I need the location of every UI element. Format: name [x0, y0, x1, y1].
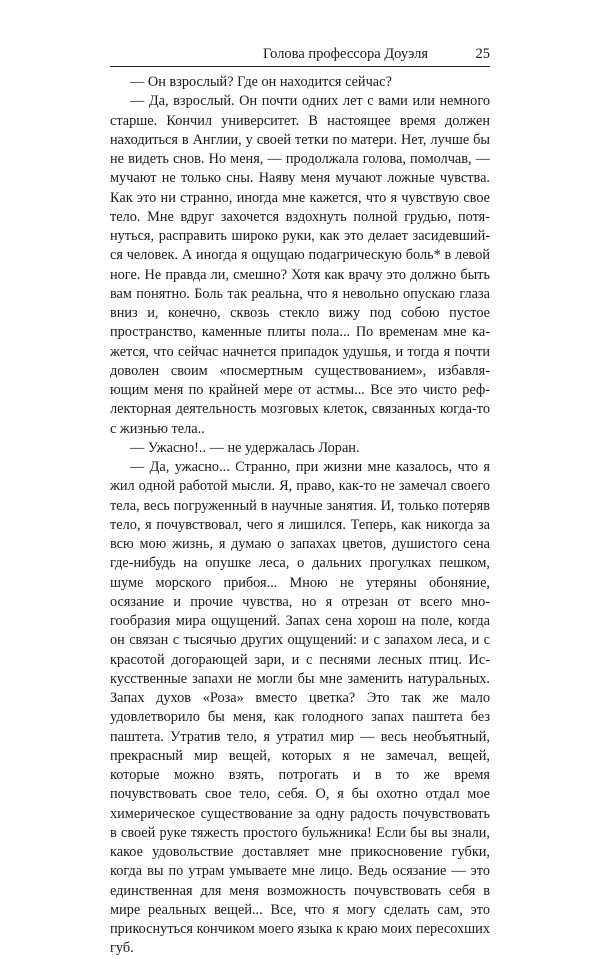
- body-text: [110, 73, 490, 959]
- paragraph-question: — Он взрослый? Где он находится сейчас?: [130, 74, 392, 90]
- running-head: [110, 44, 490, 64]
- paragraph-head-monologue: — Да, ужасно... Странно, при жизни мне казалось, что я жил одной работой мысли. Я, право, как-то не замечал своего тела, весь погруженный в научные занятия. И, только потеряв тело, я почувствовал, чего я лишился. Теперь, как никогда за всю мою жизнь, я думаю о запахах цветов, душистого сена где-нибудь на опушке леса, о дальних прогулках пешком, шуме морского прибоя... Мною не утеряны обоняние, осязание и прочие чувства, но я отрезан от всего многообразия мира ощущений. Запах сена хорош на поле, когда он связан с тысячью других ощущений: и с запахом леса, и с красотой догорающей зари, и с песнями лесных птиц. Искусственные запахи не могли бы мне заменить натуральных. Запах духов «Роза» вместо цветка? Это так же мало удовлетворило бы меня, как голодного запах паштета без паштета. Утратив тело, я утратил мир — весь необъятный, прекрасный мир вещей, которых я не замечал, вещей, которые можно взять, потрогать и в то же время почувствовать свое тело, себя. О, я бы охотно отдал мое химерическое существование за одну радость почувствовать в своей руке тяжесть простого бульжника! Если бы вы знали, какое удовольствие доставляет мне прикосновение губки, когда вы по утрам умываете мне лицо. Ведь осязание — это единственная для меня возможность почувствовать себя в мире реальных вещей... Все, что я могу сделать сам, это прикоснуться кончиком моего языка к краю моих пересохших губ.: [110, 459, 490, 957]
- running-title: Голова профессора Доуэля: [263, 46, 428, 62]
- page-number: 25: [475, 46, 490, 62]
- header-rule: [110, 66, 490, 67]
- paragraph-laurent-exclamation: — Ужасно!.. — не удержалась Лоран.: [130, 439, 360, 456]
- paragraph-head-reply: — Да, взрослый. Он почти одних лет с вами или немного старше. Кончил университет. В настоящее время должен находиться в Англии, у своей тетки по матери. Нет, лучше бы не видеть снов. Но меня, — продолжала голова, помолчав, — мучают не только сны. Наяву меня мучают ложные чувства. Как это ни странно, иногда мне кажется, что я чувствую свое тело. Мне вдруг захочется вздохнуть полной грудью, потянуться, расправить широко руки, как это делает засидевшийся человек. А иногда я ощущаю подагрическую боль* в левой ноге. Не правда ли, смешно? Хотя как врачу это должно быть вам понятно. Боль так реальна, что я невольно опускаю глаза вниз и, конечно, сквозь стекло вижу под собою пустое пространство, каменные плиты пола... По временам мне кажется, что сейчас начнется припадок удушья, и тогда я почти доволен своим «посмертным существованием», избавляющим меня по крайней мере от астмы... Все это чисто рефлекторная деятельность мозговых клеток, связанных когда-то с жизнью тела..: [110, 93, 490, 437]
